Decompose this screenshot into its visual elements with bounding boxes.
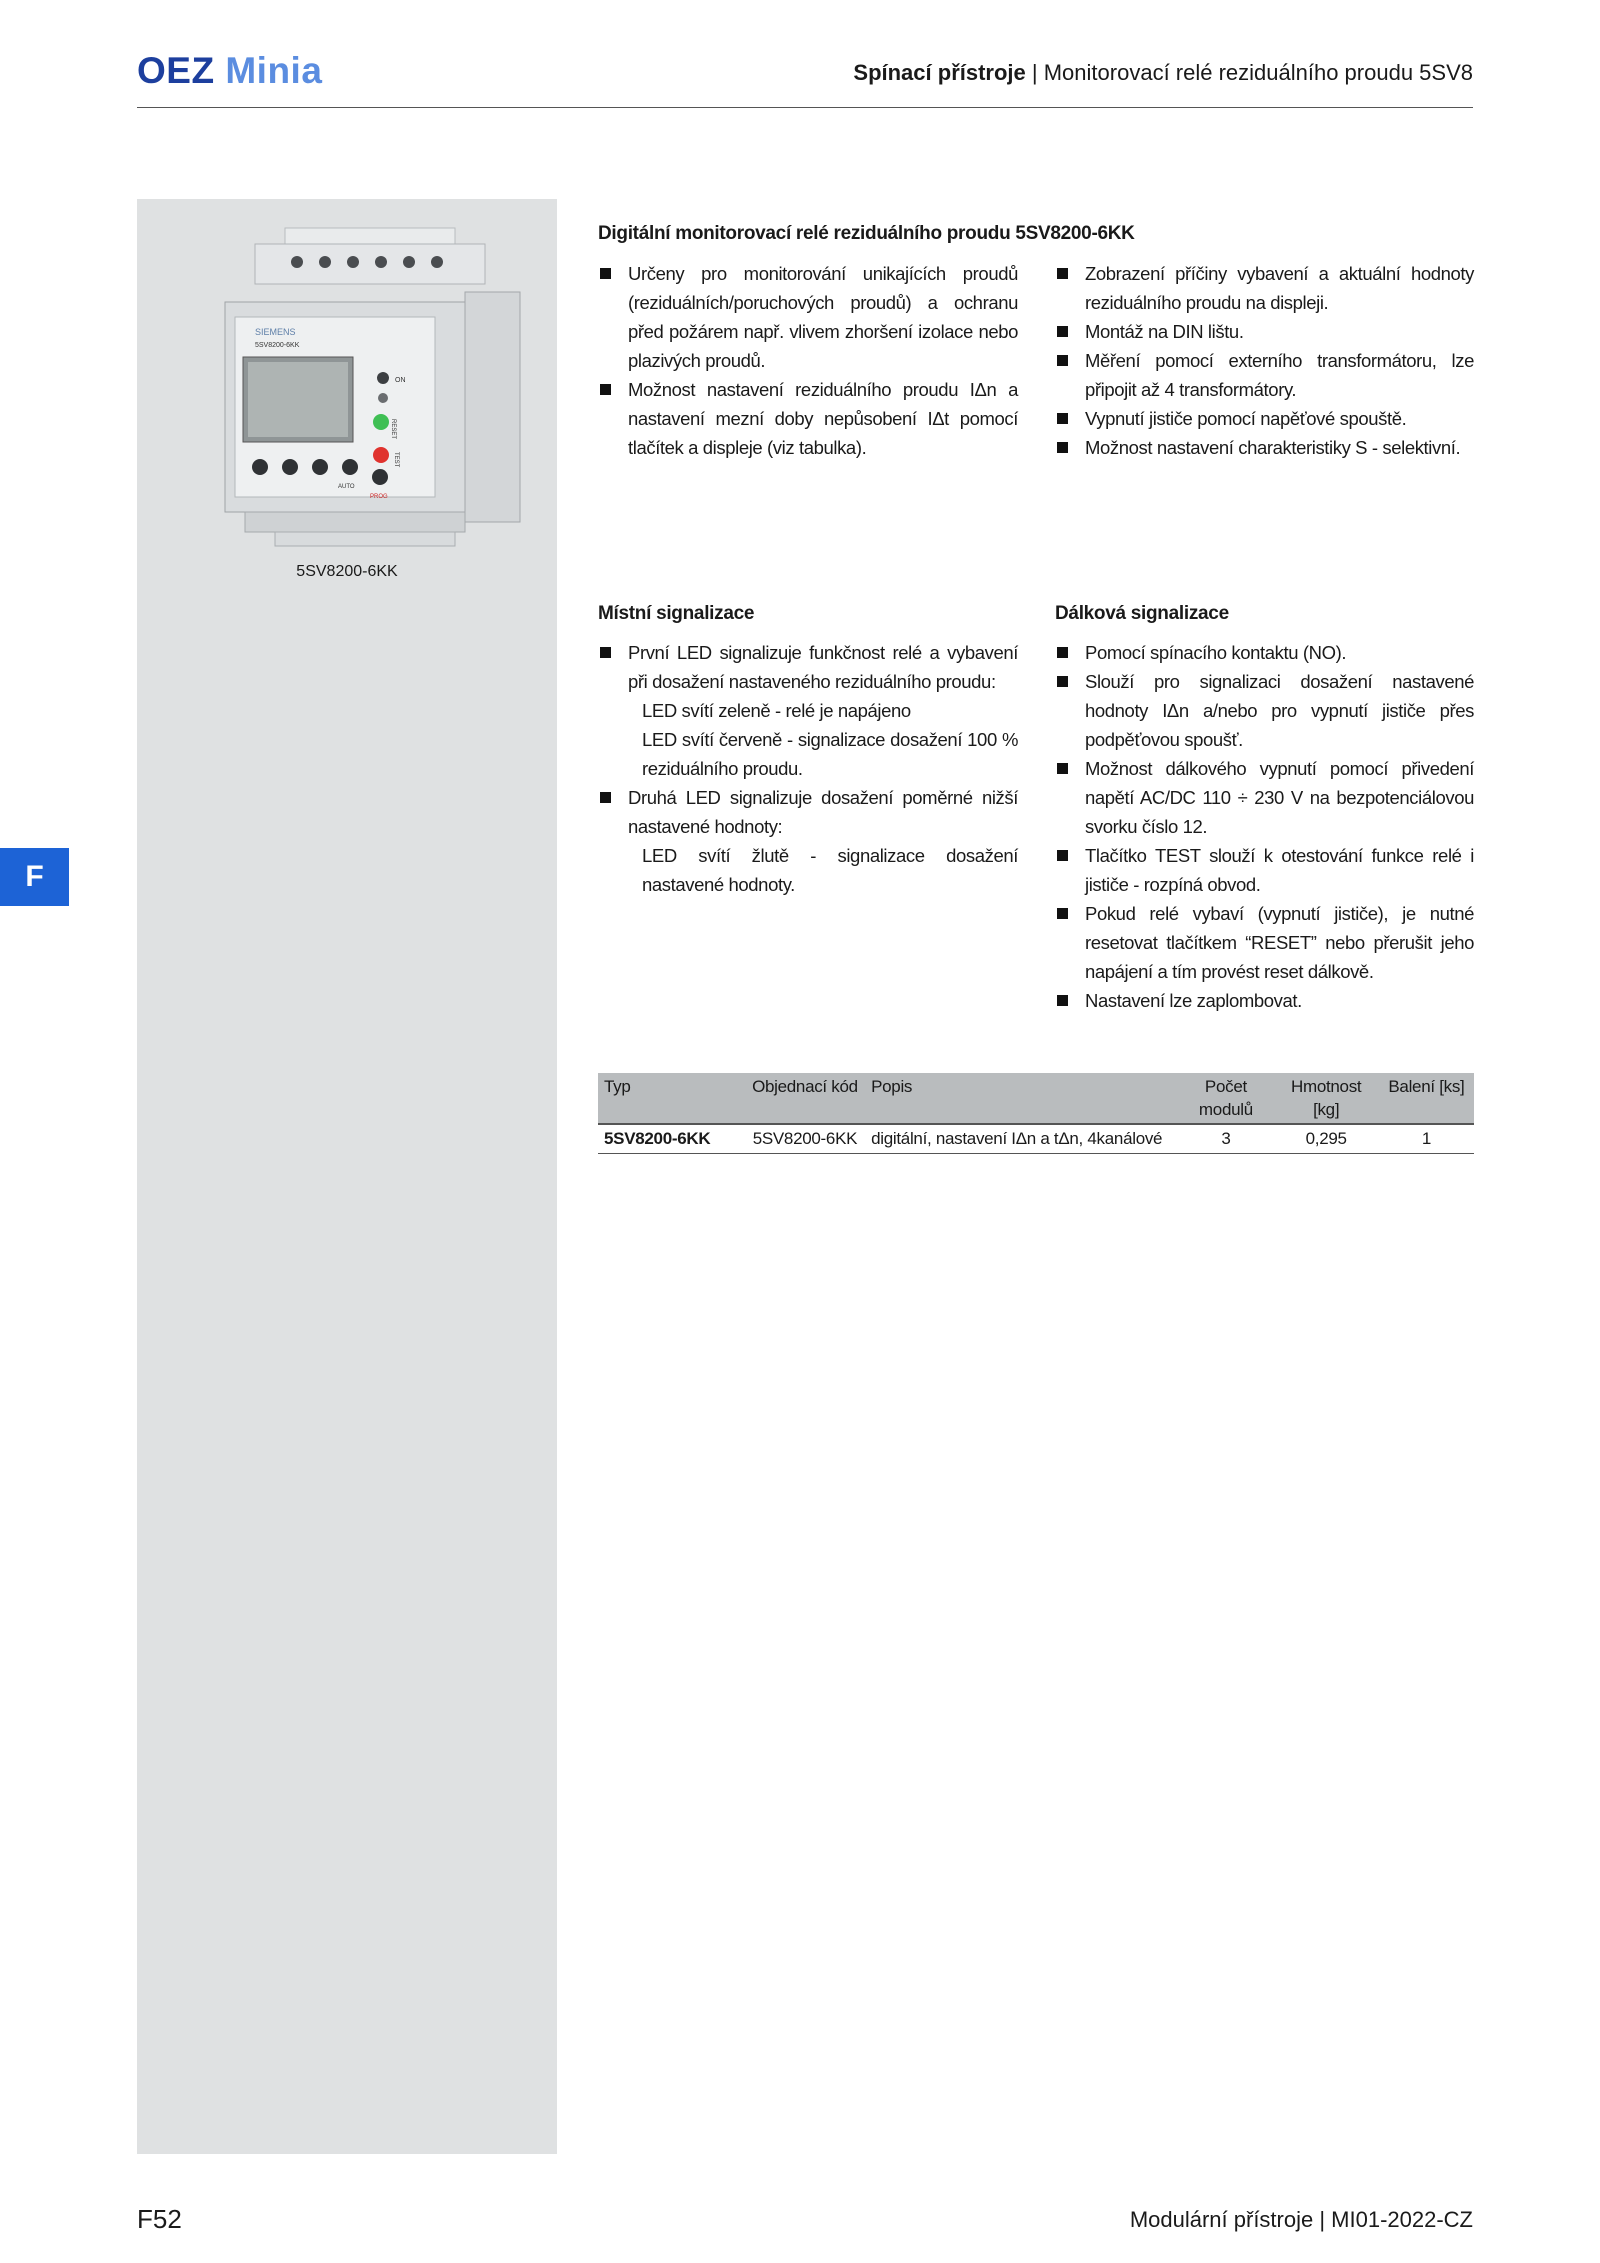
cell-kod: 5SV8200-6KK xyxy=(745,1124,865,1154)
table-row xyxy=(598,1124,1474,1154)
list-item xyxy=(598,638,1018,783)
main-left-column xyxy=(598,259,1018,462)
device-auto-label: AUTO xyxy=(338,484,355,490)
header-title-bold: Spínací přístroje xyxy=(853,60,1026,85)
page-header-title xyxy=(853,60,1473,86)
header-divider xyxy=(137,107,1473,108)
table-header-row xyxy=(598,1073,1474,1124)
list-item: Možnost nastavení reziduálního proudu IΔn a nastavení mezní doby nepůsobení IΔt pomocí tlačítek a displeje (viz tabulka). xyxy=(598,375,1018,462)
cell-baleni: 1 xyxy=(1379,1124,1474,1154)
test-button-icon xyxy=(373,447,389,463)
local-signal-column xyxy=(598,638,1018,899)
logo-product: Minia xyxy=(225,50,323,91)
local-item-1-sub-1: LED svítí zeleně - relé je napájeno xyxy=(642,700,911,721)
device-prog-label: PROG xyxy=(370,494,388,500)
list-item: Měření pomocí externího transformátoru, lze připojit až 4 transformátory. xyxy=(1055,346,1474,404)
list-item xyxy=(598,783,1018,899)
device-reset-label: RESET xyxy=(390,419,396,440)
list-item: Možnost dálkového vypnutí pomocí přivedení napětí AC/DC 110 ÷ 230 V na bezpotenciálovou svorku číslo 12. xyxy=(1055,754,1474,841)
cell-popis: digitální, nastavení IΔn a tΔn, 4kanálové xyxy=(865,1124,1178,1154)
col-popis: Popis xyxy=(865,1073,1178,1124)
remote-signal-column xyxy=(1055,638,1474,1015)
list-item: Nastavení lze zaplombovat. xyxy=(1055,986,1474,1015)
local-item-1-sub-2: LED svítí červeně - signalizace dosažení 100 % reziduálního proudu. xyxy=(642,729,1018,779)
col-typ: Typ xyxy=(598,1073,745,1124)
logo xyxy=(137,50,322,92)
local-item-1: První LED signalizuje funkčnost relé a vybavení při dosažení nastaveného reziduálního proudu: xyxy=(628,642,1018,692)
cell-typ: 5SV8200-6KK xyxy=(598,1124,745,1154)
cell-pocet: 3 xyxy=(1178,1124,1273,1154)
reset-button-icon xyxy=(373,414,389,430)
list-item: Zobrazení příčiny vybavení a aktuální hodnoty reziduálního proudu na displeji. xyxy=(1055,259,1474,317)
cell-hmotnost: 0,295 xyxy=(1273,1124,1378,1154)
page-number: F52 xyxy=(137,2204,182,2234)
image-caption: 5SV8200-6KK xyxy=(296,563,398,580)
col-kod: Objednací kód xyxy=(745,1073,865,1124)
col-baleni: Balení [ks] xyxy=(1379,1073,1474,1124)
product-image xyxy=(215,222,535,552)
main-section-title: Digitální monitorovací relé reziduálního proudu 5SV8200-6KK xyxy=(598,223,1135,244)
list-item: Slouží pro signalizaci dosažení nastavené hodnoty IΔn a/nebo pro vypnutí jističe přes podpěťovou spoušť. xyxy=(1055,667,1474,754)
list-item: Pokud relé vybaví (vypnutí jističe), je nutné resetovat tlačítkem “RESET” nebo přerušit jeho napájení a tím provést reset dálkově. xyxy=(1055,899,1474,986)
local-item-2: Druhá LED signalizuje dosažení poměrné nižší nastavené hodnoty: xyxy=(628,787,1018,837)
list-item: Vypnutí jističe pomocí napěťové spouště. xyxy=(1055,404,1474,433)
col-pocet: Počet modulů xyxy=(1178,1073,1273,1124)
list-item: Možnost nastavení charakteristiky S - selektivní. xyxy=(1055,433,1474,462)
local-item-2-sub: LED svítí žlutě - signalizace dosažení nastavené hodnoty. xyxy=(642,845,1018,895)
footer-catalog-ref: Modulární přístroje | MI01-2022-CZ xyxy=(1129,2207,1473,2232)
list-item: Montáž na DIN lištu. xyxy=(1055,317,1474,346)
main-right-column xyxy=(1055,259,1474,462)
list-item: Tlačítko TEST slouží k otestování funkce relé i jističe - rozpíná obvod. xyxy=(1055,841,1474,899)
local-signal-title: Místní signalizace xyxy=(598,603,755,624)
product-table xyxy=(598,1073,1474,1154)
device-on-label: ON xyxy=(395,377,406,384)
device-test-label: TEST xyxy=(393,452,399,468)
remote-signal-title: Dálková signalizace xyxy=(1055,603,1229,624)
device-model: 5SV8200-6KK xyxy=(255,342,300,349)
header-title-rest: | Monitorovací relé reziduálního proudu 5SV8 xyxy=(1031,60,1473,85)
device-brand: SIEMENS xyxy=(255,327,296,337)
list-item: Pomocí spínacího kontaktu (NO). xyxy=(1055,638,1474,667)
list-item: Určeny pro monitorování unikajících proudů (reziduálních/poruchových proudů) a ochranu před požárem např. vlivem zhoršení izolace nebo plazivých proudů. xyxy=(598,259,1018,375)
col-hmotnost: Hmotnost [kg] xyxy=(1273,1073,1378,1124)
section-tab-f[interactable]: F xyxy=(0,848,69,906)
logo-brand: OEZ xyxy=(137,50,215,91)
on-led-icon xyxy=(377,372,389,384)
